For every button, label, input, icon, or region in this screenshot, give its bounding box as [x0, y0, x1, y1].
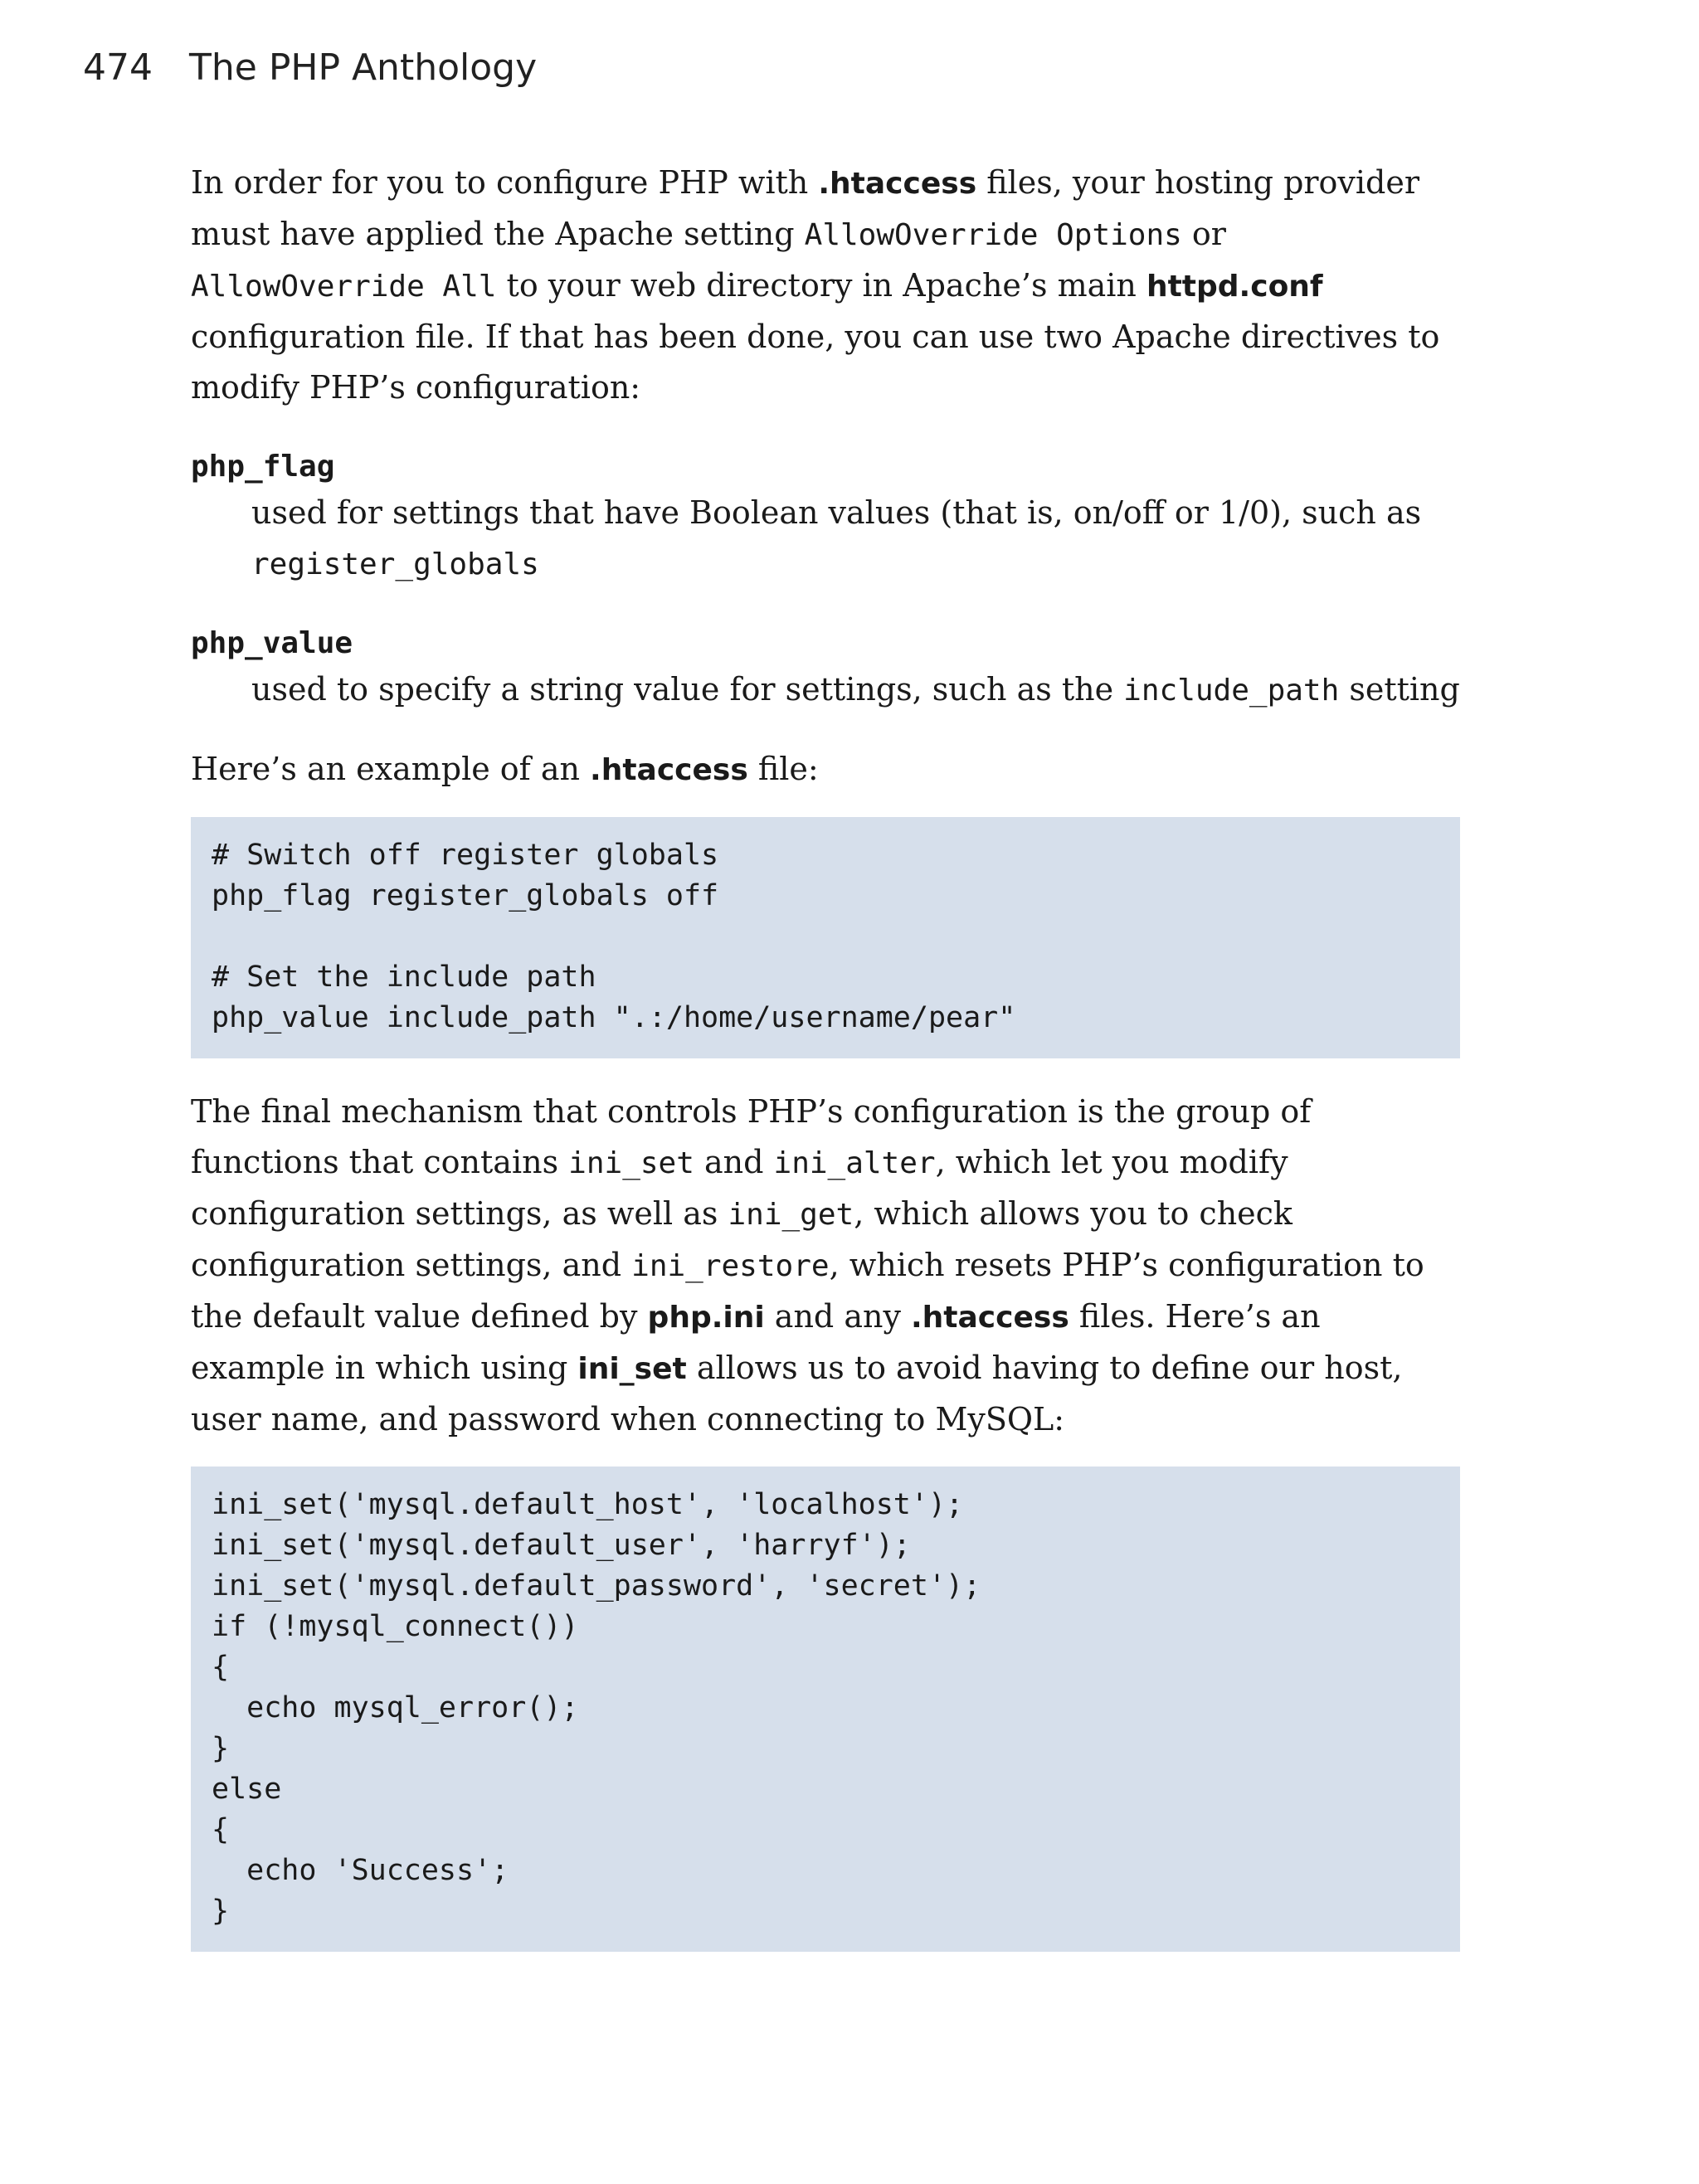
text-run: used to specify a string value for settings, such as the [251, 671, 1124, 708]
text-run: Here’s an example of an [191, 751, 591, 787]
text-run: The final mechanism that controls PHP’s configuration is the group of functions that contains [191, 1093, 1312, 1180]
inline-code: ini_alter [773, 1146, 936, 1180]
book-title: The PHP Anthology [189, 46, 538, 89]
filename-htaccess: .htaccess [818, 167, 977, 201]
inline-code: include_path [1123, 674, 1340, 708]
text-run: , which let you modify configuration settings, as well as [191, 1144, 1288, 1232]
definition-php-value [251, 664, 1460, 716]
page-content [191, 158, 1460, 1952]
code-block-ini-set: ini_set('mysql.default_host', 'localhost'); ini_set('mysql.default_user', 'harryf'); ini_set('mysql.default_password', 'secret'); if (!mysql_connect()) { echo mysql_error(); } else { echo 'Success'; } [191, 1467, 1460, 1952]
inline-code: register_globals [251, 547, 539, 581]
definition-php-flag [251, 488, 1460, 590]
text-run: setting [1339, 671, 1460, 708]
running-header [83, 46, 537, 89]
text-run: and [694, 1144, 774, 1180]
inline-code: AllowOverride All [191, 270, 497, 304]
page-number: 474 [83, 46, 153, 89]
filename-httpd-conf: httpd.conf [1146, 270, 1323, 304]
text-run: file: [747, 751, 819, 787]
term-php-flag: php_flag [191, 450, 335, 484]
inline-code: ini_get [728, 1198, 854, 1232]
intro-paragraph [191, 158, 1460, 413]
text-run: configuration file. If that has been done, you can use two Apache directives to modify PHP’s configuration: [191, 319, 1440, 406]
inline-code: ini_set [568, 1146, 694, 1180]
text-run: allows us to avoid having to define our host, user name, and password when connecting to MySQL: [191, 1350, 1403, 1437]
inline-code: AllowOverride Options [804, 218, 1182, 252]
example-intro-paragraph [191, 744, 1460, 795]
filename-php-ini: php.ini [647, 1301, 765, 1335]
text-run: , which resets PHP’s configuration to the default value defined by [191, 1247, 1424, 1335]
text-run: files, your hosting provider must have applied the Apache setting [191, 164, 1420, 252]
inline-code: ini_restore [631, 1249, 830, 1283]
code-block-htaccess: # Switch off register globals php_flag register_globals off # Set the include path php_value include_path ".:/home/username/pear" [191, 817, 1460, 1058]
term-php-value: php_value [191, 626, 353, 660]
text-run: used for settings that have Boolean values (that is, on/off or 1/0), such as [251, 494, 1422, 531]
text-run: In order for you to configure PHP with [191, 164, 819, 201]
text-run: and any [764, 1298, 911, 1335]
text-run: or [1181, 216, 1226, 252]
text-run: to your web directory in Apache’s main [496, 267, 1146, 304]
text-run: files. Here’s an example in which using [191, 1298, 1321, 1386]
text-run: , which allows you to check configuration settings, and [191, 1195, 1293, 1283]
function-name-ini-set: ini_set [577, 1352, 687, 1386]
definition-list [191, 446, 1460, 716]
filename-htaccess: .htaccess [911, 1301, 1069, 1335]
ini-functions-paragraph [191, 1087, 1460, 1445]
filename-htaccess: .htaccess [590, 753, 748, 787]
